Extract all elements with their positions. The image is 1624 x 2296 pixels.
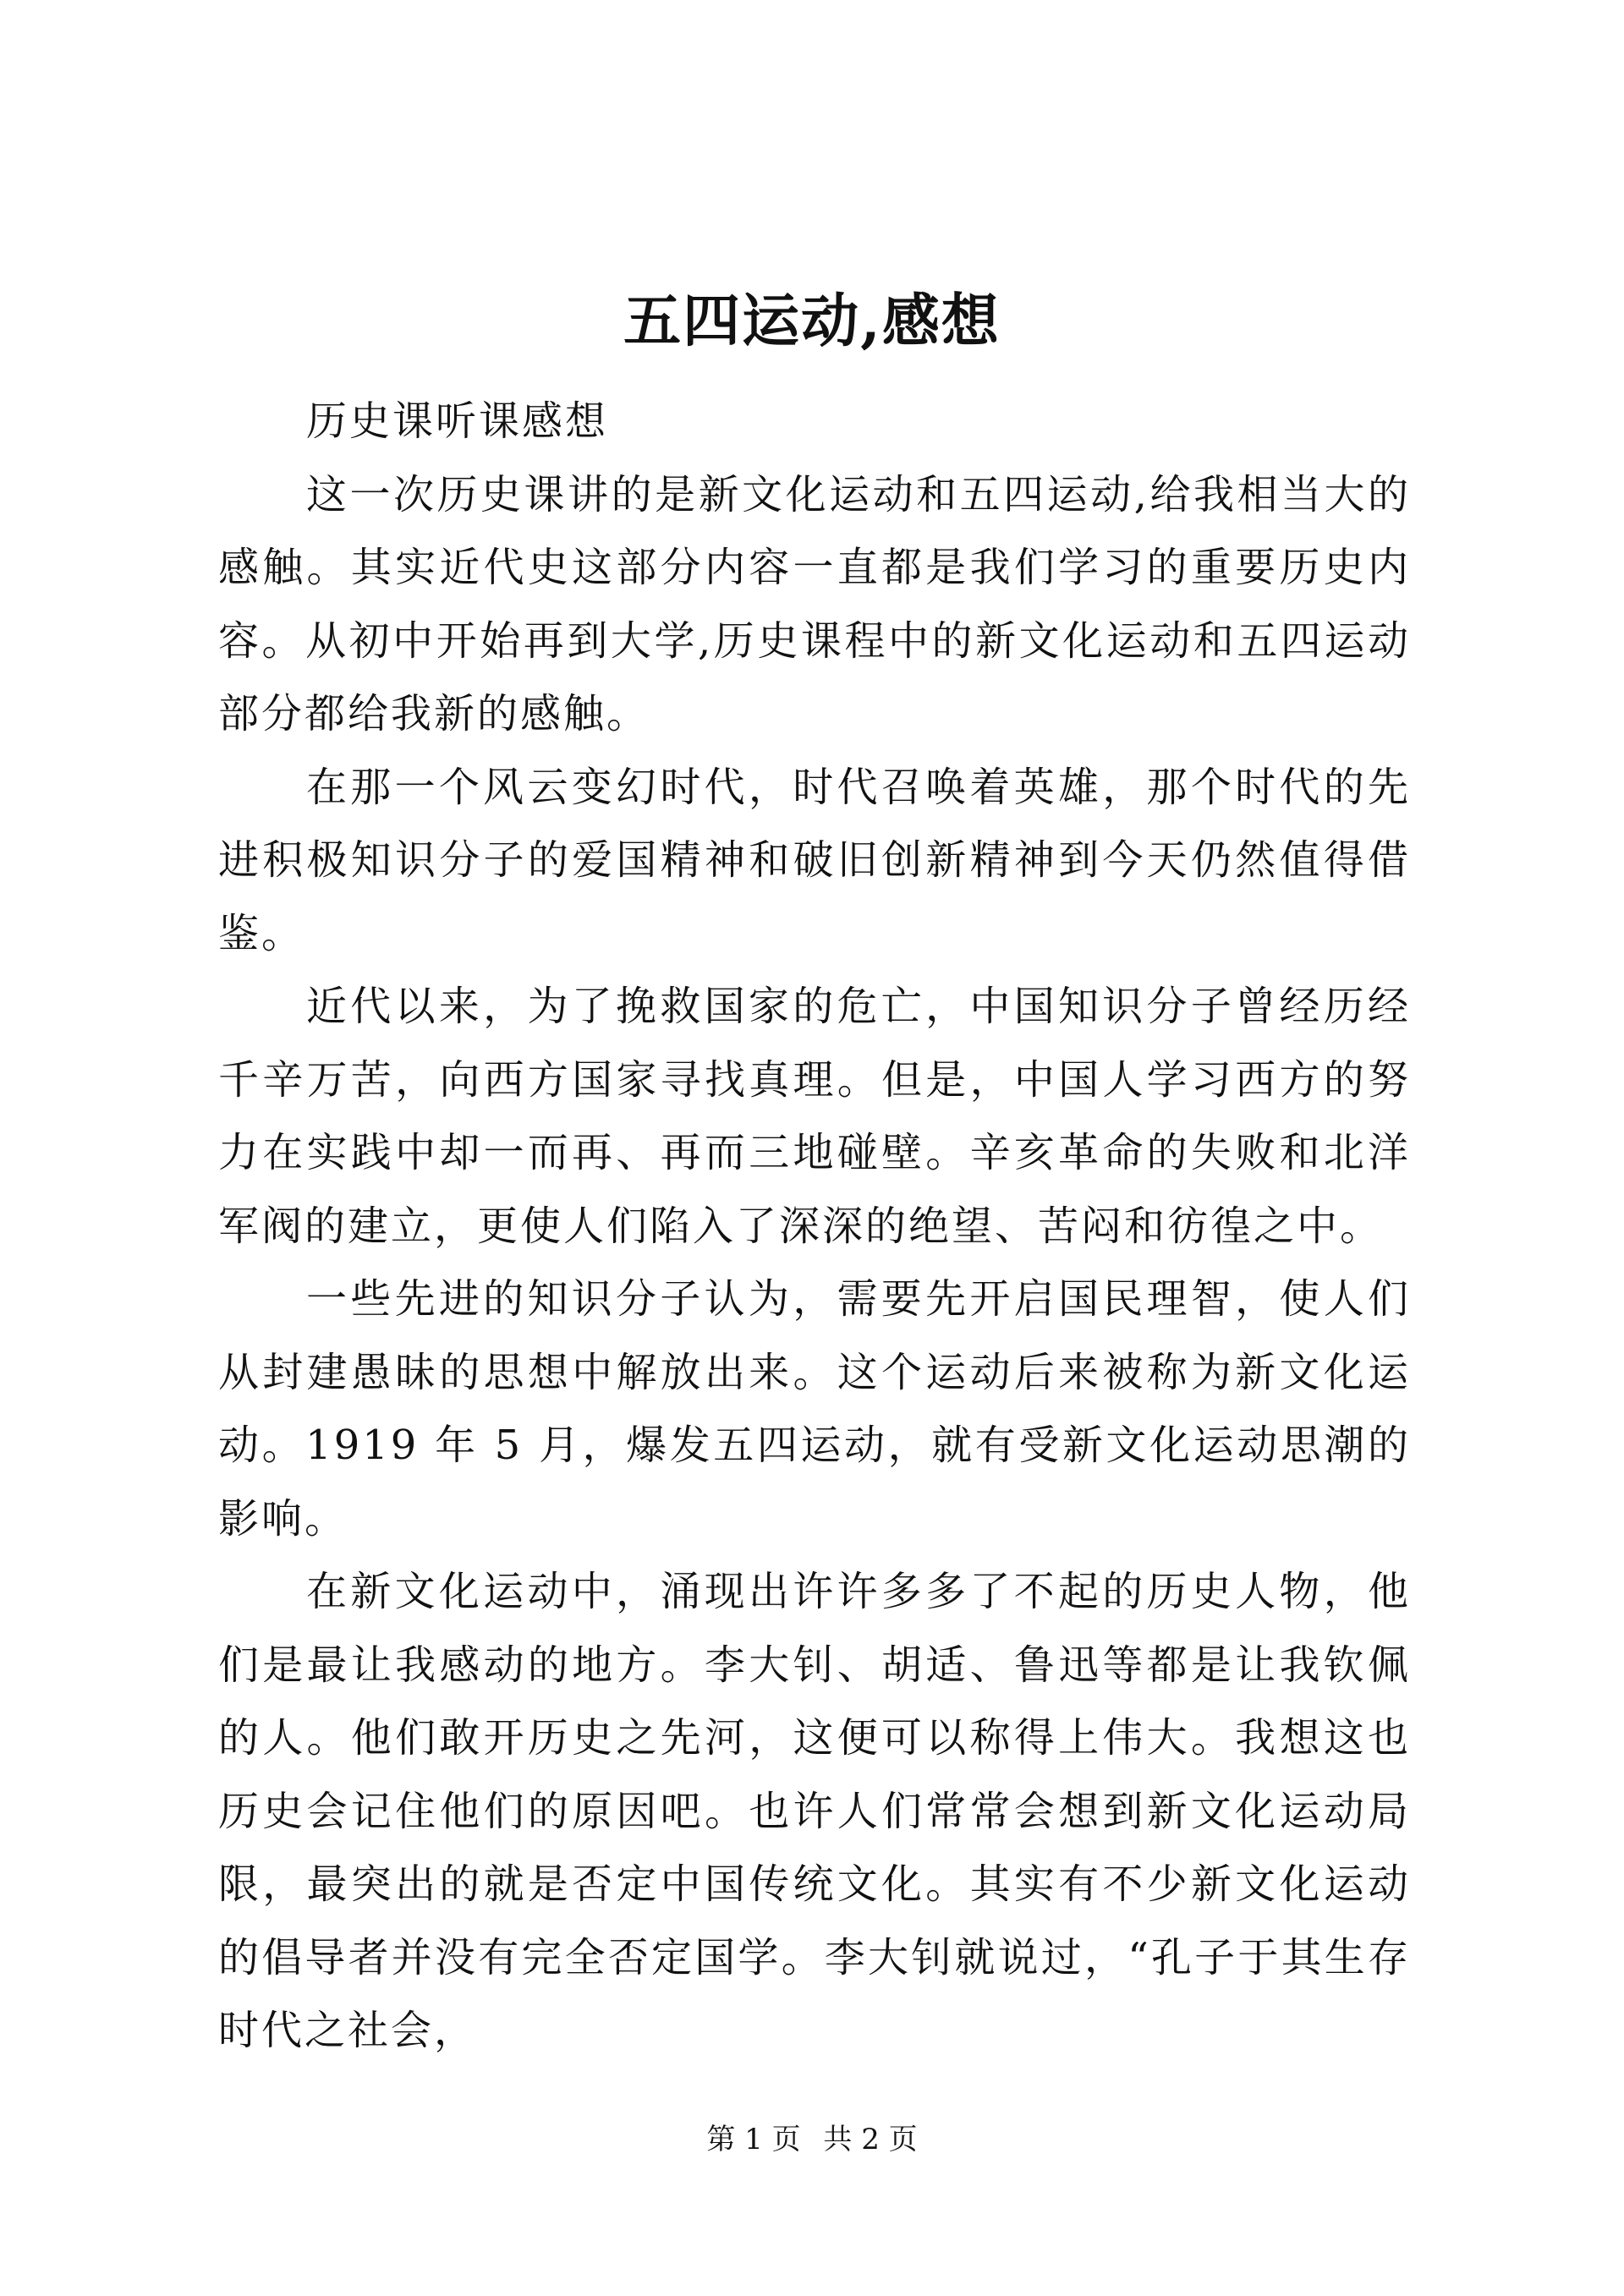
paragraph: 近代以来，为了挽救国家的危亡，中国知识分子曾经历经千辛万苦，向西方国家寻找真理。但是，中国人学习西方的努力在实践中却一而再、再而三地碰壁。辛亥革命的失败和北洋军阀的建立，更使人们陷入了深深的绝望、苦闷和彷徨之中。 [218,983,1411,1250]
document-body [218,385,1411,2068]
page-footer [0,2118,1624,2161]
page-number-total: 共 2 页 [823,2123,918,2156]
document-title: 五四运动,感想 [623,288,1001,355]
page-number-current: 第 1 页 [706,2123,801,2156]
paragraph: 在新文化运动中，涌现出许许多多了不起的历史人物，他们是最让我感动的地方。李大钊、胡适、鲁迅等都是让我钦佩的人。他们敢开历史之先河，这便可以称得上伟大。我想这也历史会记住他们的原因吧。也许人们常常会想到新文化运动局限，最突出的就是否定中国传统文化。其实有不少新文化运动的倡导者并没有完全否定国学。李大钊就说过，“孔子于其生存时代之社会， [218,1568,1411,2054]
paragraph: 在那一个风云变幻时代，时代召唤着英雄，那个时代的先进积极知识分子的爱国精神和破旧创新精神到今天仍然值得借鉴。 [218,763,1411,957]
paragraph: 一些先进的知识分子认为，需要先开启国民理智，使人们从封建愚昧的思想中解放出来。这个运动后来被称为新文化运动。1919 年 5 月，爆发五四运动，就有受新文化运动思潮的影响。 [218,1275,1411,1543]
paragraph-subtitle: 历史课听课感想 [306,397,609,445]
paragraph: 这一次历史课讲的是新文化运动和五四运动,给我相当大的感触。其实近代史这部分内容一直都是我们学习的重要历史内容。从初中开始再到大学,历史课程中的新文化运动和五四运动部分都给我新的感触。 [218,470,1411,737]
